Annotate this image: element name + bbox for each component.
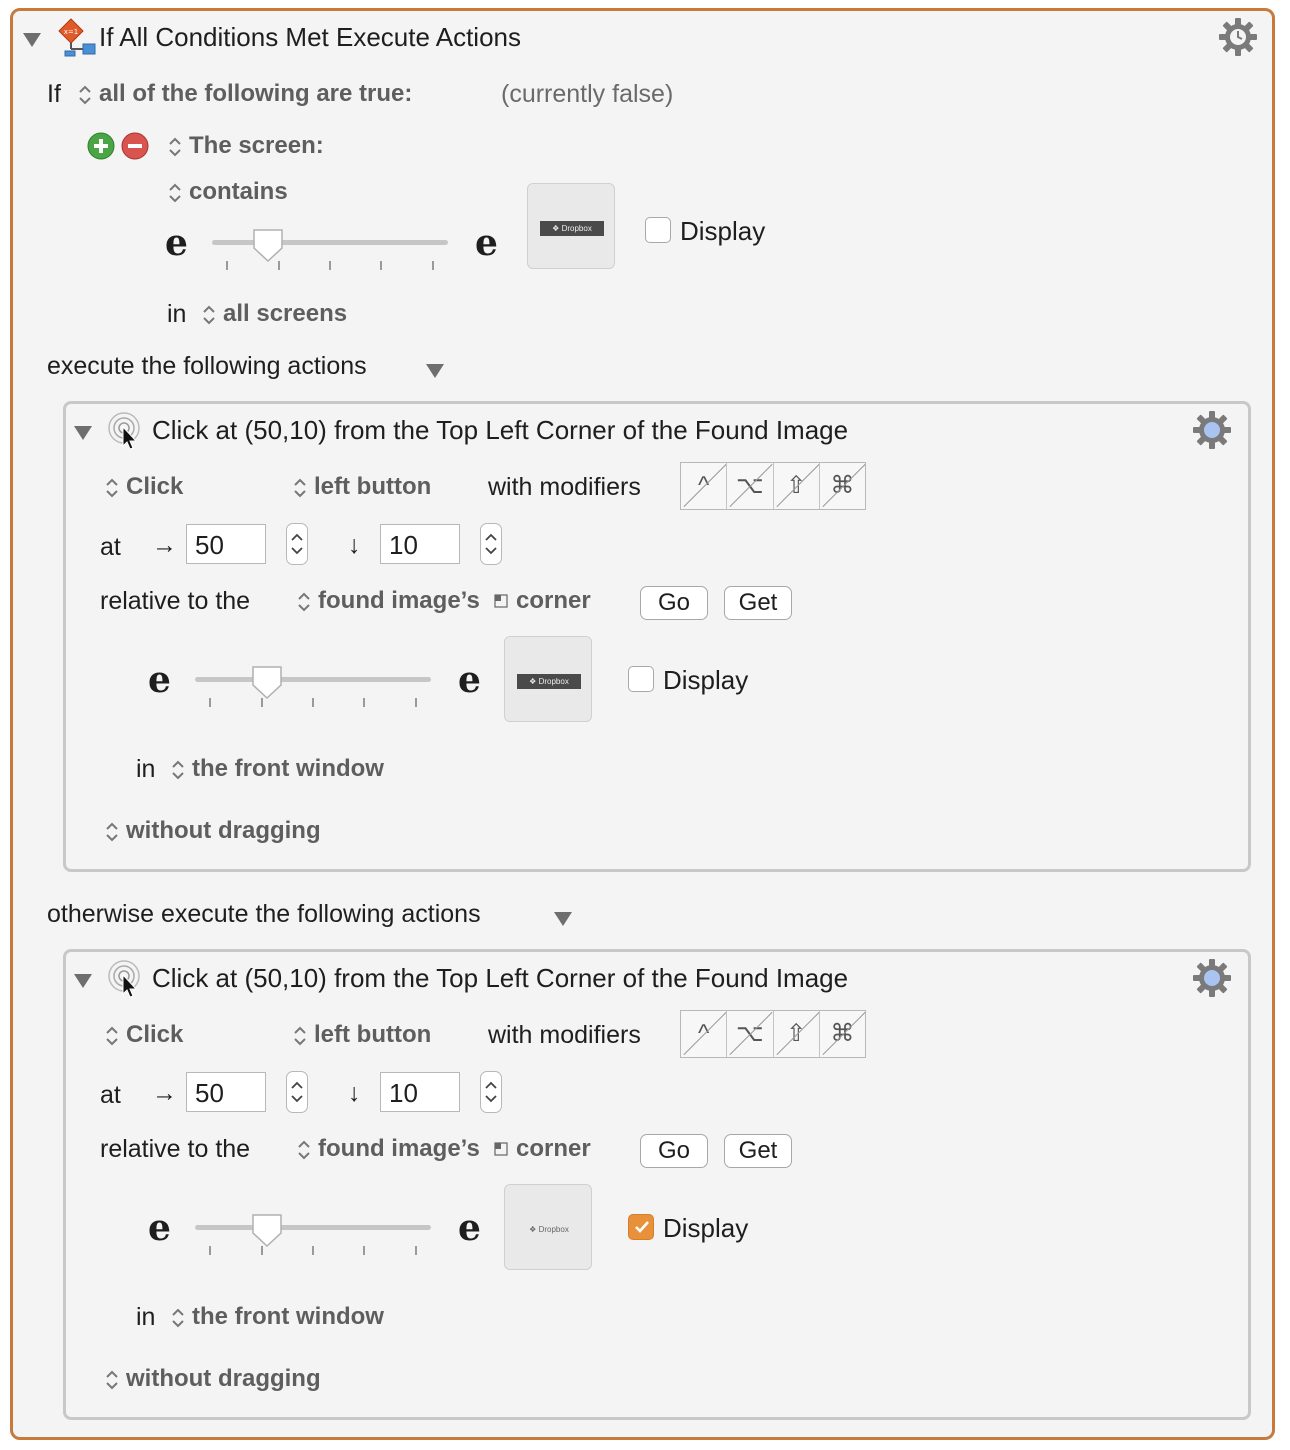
collapse-triangle-icon[interactable] — [74, 974, 92, 988]
command-key-icon: ⌘ — [830, 472, 855, 499]
area-label: all screens — [223, 300, 348, 327]
slider-track — [195, 677, 431, 682]
fuzziness-min-label: e — [148, 1207, 171, 1249]
fuzziness-slider[interactable] — [195, 1210, 431, 1270]
y-stepper[interactable] — [480, 1071, 502, 1113]
area-label: the front window — [192, 755, 384, 782]
slider-tick — [226, 261, 228, 270]
updown-icon — [170, 758, 186, 782]
slider-tick — [415, 1246, 417, 1255]
relative-to-popup[interactable] — [296, 586, 480, 616]
relative-to-popup[interactable] — [296, 1134, 480, 1164]
click-type-label: Click — [126, 473, 184, 500]
shift-modifier-toggle[interactable] — [774, 463, 820, 509]
slider-track — [195, 1225, 431, 1230]
get-button[interactable]: Get — [724, 586, 792, 620]
condition-operator-popup[interactable] — [167, 177, 288, 207]
updown-icon — [104, 820, 120, 844]
dropbox-image — [517, 674, 581, 689]
updown-icon — [201, 303, 217, 327]
updown-icon — [104, 1024, 120, 1048]
slider-tick — [363, 698, 365, 707]
click-type-popup[interactable] — [104, 472, 183, 502]
condition-type-label: The screen: — [189, 132, 324, 159]
option-modifier-toggle[interactable] — [727, 1011, 773, 1057]
condition-operator-label: contains — [189, 178, 288, 205]
slider-tick — [415, 698, 417, 707]
updown-icon — [104, 1368, 120, 1392]
slider-tick — [312, 698, 314, 707]
display-label: Display — [663, 665, 749, 695]
shift-key-icon: ⇧ — [786, 472, 807, 499]
condition-mode-popup[interactable] — [77, 79, 412, 109]
right-arrow-icon: → — [152, 531, 177, 559]
slider-thumb[interactable] — [250, 1212, 284, 1248]
down-arrow-icon: ↓ — [348, 1079, 361, 1107]
command-modifier-toggle[interactable] — [820, 1011, 865, 1057]
if-then-else-icon — [57, 17, 97, 57]
svg-text:x=1: x=1 — [63, 28, 79, 36]
command-modifier-toggle[interactable] — [820, 463, 865, 509]
display-checkbox[interactable] — [645, 217, 671, 243]
display-checkbox[interactable] — [628, 1214, 654, 1240]
updown-icon — [292, 476, 308, 500]
y-coordinate-field[interactable]: 10 — [380, 1072, 460, 1112]
with-modifiers-label: with modifiers — [488, 1021, 641, 1049]
found-image-label: found image’s — [318, 1135, 480, 1162]
y-coordinate-field[interactable]: 10 — [380, 524, 460, 564]
slider-tick — [329, 261, 331, 270]
area-label: the front window — [192, 1303, 384, 1330]
drag-label: without dragging — [126, 817, 321, 844]
action-title: Click at (50,10) from the Top Left Corner of the Found Image — [152, 963, 849, 993]
add-condition-button[interactable] — [87, 132, 115, 160]
slider-track — [212, 240, 448, 245]
fuzziness-min-label: e — [148, 659, 171, 701]
slider-tick — [380, 261, 382, 270]
option-key-icon: ⌥ — [736, 472, 764, 499]
area-popup[interactable] — [170, 1302, 384, 1332]
x-coordinate-field[interactable]: 50 — [186, 524, 266, 564]
else-label: otherwise execute the following actions — [47, 900, 481, 928]
updown-icon — [104, 476, 120, 500]
action-title: If All Conditions Met Execute Actions — [99, 22, 521, 52]
fuzziness-slider[interactable] — [212, 225, 448, 285]
top-left-corner-icon[interactable] — [494, 594, 508, 608]
updown-icon — [167, 181, 183, 205]
dropbox-icon: ❖ — [529, 677, 539, 686]
mouse-button-label: left button — [314, 1021, 432, 1048]
updown-icon — [296, 1138, 312, 1162]
dropbox-icon: ❖ — [529, 1225, 539, 1234]
get-button[interactable]: Get — [724, 1134, 792, 1168]
condition-status: (currently false) — [501, 80, 674, 108]
display-checkbox[interactable] — [628, 666, 654, 692]
image-well[interactable] — [504, 636, 592, 722]
mouse-button-label: left button — [314, 473, 432, 500]
control-key-icon: ^ — [697, 472, 710, 499]
modifier-keys — [680, 462, 866, 510]
relative-label: relative to the — [100, 1135, 251, 1163]
control-modifier-toggle[interactable] — [681, 463, 727, 509]
dropbox-icon: ❖ — [552, 224, 562, 233]
mouse-button-popup[interactable] — [292, 472, 431, 502]
relative-label: relative to the — [100, 587, 251, 615]
dropbox-image — [540, 221, 604, 236]
image-well[interactable] — [527, 183, 615, 269]
mouse-click-icon — [106, 410, 146, 450]
go-button[interactable]: Go — [640, 1134, 708, 1168]
fuzziness-max-label: e — [458, 659, 481, 701]
modifier-keys — [680, 1010, 866, 1058]
then-menu-triangle-icon[interactable] — [426, 364, 444, 378]
option-modifier-toggle[interactable] — [727, 463, 773, 509]
top-left-corner-icon[interactable] — [494, 1142, 508, 1156]
slider-thumb[interactable] — [251, 227, 285, 263]
action-title: Click at (50,10) from the Top Left Corner of the Found Image — [152, 415, 849, 445]
image-label: Dropbox — [561, 224, 592, 233]
x-stepper[interactable] — [286, 1071, 308, 1113]
updown-icon — [77, 83, 93, 107]
if-label: If — [47, 80, 61, 108]
collapse-triangle-icon[interactable] — [23, 33, 41, 47]
image-label: Dropbox — [538, 677, 569, 686]
checkmark-icon — [633, 1218, 651, 1236]
right-arrow-icon: → — [152, 1079, 177, 1107]
in-label: in — [136, 1303, 156, 1331]
down-arrow-icon: ↓ — [348, 531, 361, 559]
action1-box — [63, 401, 1251, 872]
if-then-else-action — [10, 8, 1275, 1440]
dropbox-image — [517, 1222, 581, 1237]
updown-icon — [170, 1306, 186, 1330]
area-popup[interactable] — [170, 754, 384, 784]
slider-tick — [363, 1246, 365, 1255]
slider-thumb[interactable] — [250, 664, 284, 700]
with-modifiers-label: with modifiers — [488, 473, 641, 501]
slider-tick — [209, 1246, 211, 1255]
shift-modifier-toggle[interactable] — [774, 1011, 820, 1057]
updown-icon — [296, 590, 312, 614]
corner-label: corner — [516, 587, 591, 614]
gear-icon[interactable] — [1192, 958, 1232, 998]
at-label: at — [100, 1081, 121, 1109]
at-label: at — [100, 533, 121, 561]
control-key-icon: ^ — [697, 1020, 710, 1047]
condition-mode-label: all of the following are true: — [99, 80, 413, 107]
drag-label: without dragging — [126, 1365, 321, 1392]
image-well[interactable] — [504, 1184, 592, 1270]
control-modifier-toggle[interactable] — [681, 1011, 727, 1057]
display-label: Display — [663, 1213, 749, 1243]
then-label: execute the following actions — [47, 352, 367, 380]
command-key-icon: ⌘ — [830, 1020, 855, 1047]
mouse-click-icon — [106, 958, 146, 998]
image-label: Dropbox — [538, 1225, 569, 1234]
gear-icon[interactable] — [1218, 17, 1258, 57]
condition-type-popup[interactable] — [167, 131, 324, 161]
action2-box — [63, 949, 1251, 1420]
collapse-triangle-icon[interactable] — [74, 426, 92, 440]
updown-icon — [292, 1024, 308, 1048]
found-image-label: found image’s — [318, 587, 480, 614]
gear-icon[interactable] — [1192, 410, 1232, 450]
fuzziness-slider[interactable] — [195, 662, 431, 722]
fuzziness-max-label: e — [475, 222, 498, 264]
mouse-button-popup[interactable] — [292, 1020, 431, 1050]
option-key-icon: ⌥ — [736, 1020, 764, 1047]
click-type-popup[interactable] — [104, 1020, 183, 1050]
x-stepper[interactable] — [286, 523, 308, 565]
remove-condition-button[interactable] — [121, 132, 149, 160]
slider-tick — [209, 698, 211, 707]
drag-popup[interactable] — [104, 816, 321, 846]
fuzziness-min-label: e — [165, 222, 188, 264]
area-popup[interactable] — [201, 299, 347, 329]
y-stepper[interactable] — [480, 523, 502, 565]
fuzziness-max-label: e — [458, 1207, 481, 1249]
x-coordinate-field[interactable]: 50 — [186, 1072, 266, 1112]
shift-key-icon: ⇧ — [786, 1020, 807, 1047]
display-label: Display — [680, 216, 766, 246]
corner-label: corner — [516, 1135, 591, 1162]
drag-popup[interactable] — [104, 1364, 321, 1394]
slider-tick — [312, 1246, 314, 1255]
updown-icon — [167, 135, 183, 159]
in-label: in — [167, 300, 187, 328]
go-button[interactable]: Go — [640, 586, 708, 620]
slider-tick — [432, 261, 434, 270]
else-menu-triangle-icon[interactable] — [554, 912, 572, 926]
in-label: in — [136, 755, 156, 783]
click-type-label: Click — [126, 1021, 184, 1048]
